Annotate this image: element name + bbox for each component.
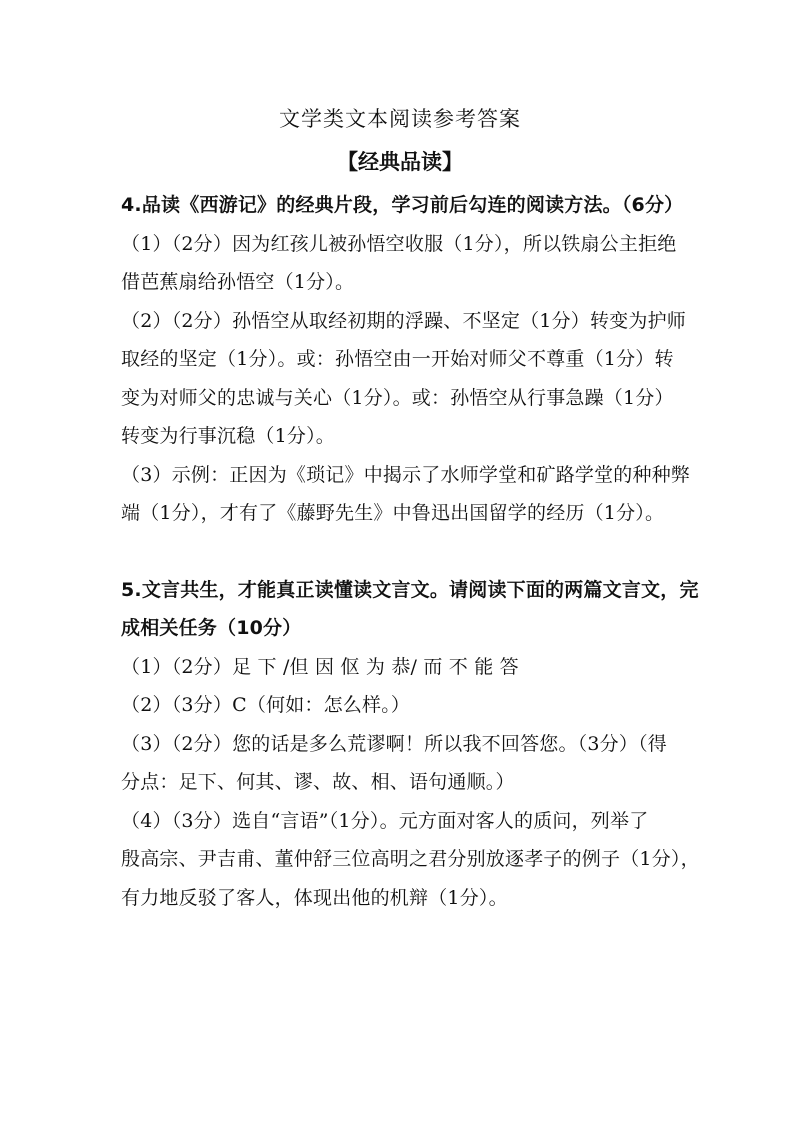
document-title: 文学类文本阅读参考答案 [279,107,521,131]
answer-line: 有力地反驳了客人，体现出他的机辩（1分）。 [121,886,508,909]
answer-line: （1）（2分）因为红孩儿被孙悟空收服（1分），所以铁扇公主拒绝 [121,232,677,255]
answer-line: 转变为行事沉稳（1分）。 [121,425,335,447]
answer-line: 借芭蕉扇给孙悟空（1分）。 [121,271,355,293]
question-5-heading: 成相关任务（10分） [121,617,302,639]
answer-line: 殷高宗、尹吉甫、董仲舒三位高明之君分别放逐孝子的例子（1分）， [121,848,700,870]
question-4-heading: 4.品读《西游记》的经典片段，学习前后勾连的阅读方法。（6分） [121,194,684,216]
answer-line: （3）（2分）您的话是多么荒谬啊！所以我不回答您。（3分）（得 [121,732,667,755]
answer-line: 分点：足下、何其、谬、故、相、语句通顺。） [121,771,515,793]
question-5-heading: 5.文言共生，才能真正读懂读文言文。请阅读下面的两篇文言文，完 [121,578,699,601]
answer-line: 取经的坚定（1分）。或：孙悟空由一开始对师父不尊重（1分）转 [121,348,674,370]
answer-line: 端（1分），才有了《藤野先生》中鲁迅出国留学的经历（1分）。 [121,502,665,524]
answer-line: （3）示例：正因为《琐记》中揭示了水师学堂和矿路学堂的种种弊 [121,463,691,486]
section-spacer [121,533,691,571]
answer-line: （2）（2分）孙悟空从取经初期的浮躁、不坚定（1分）转变为护师 [121,309,686,332]
answer-line: 变为对师父的忠诚与关心（1分）。或：孙悟空从行事急躁（1分） [121,386,674,409]
answer-line: （2）（3分）C（何如：怎么样。） [121,694,411,716]
section-heading: 【经典品读】 [337,150,463,174]
answer-line: （4）（3分）选自“言语”（1分）。元方面对客人的质问，列举了 [121,809,649,832]
answer-content [121,186,700,917]
answer-line: （1）（2分）足 下 /但 因 伛 为 恭/ 而 不 能 答 [121,655,519,678]
